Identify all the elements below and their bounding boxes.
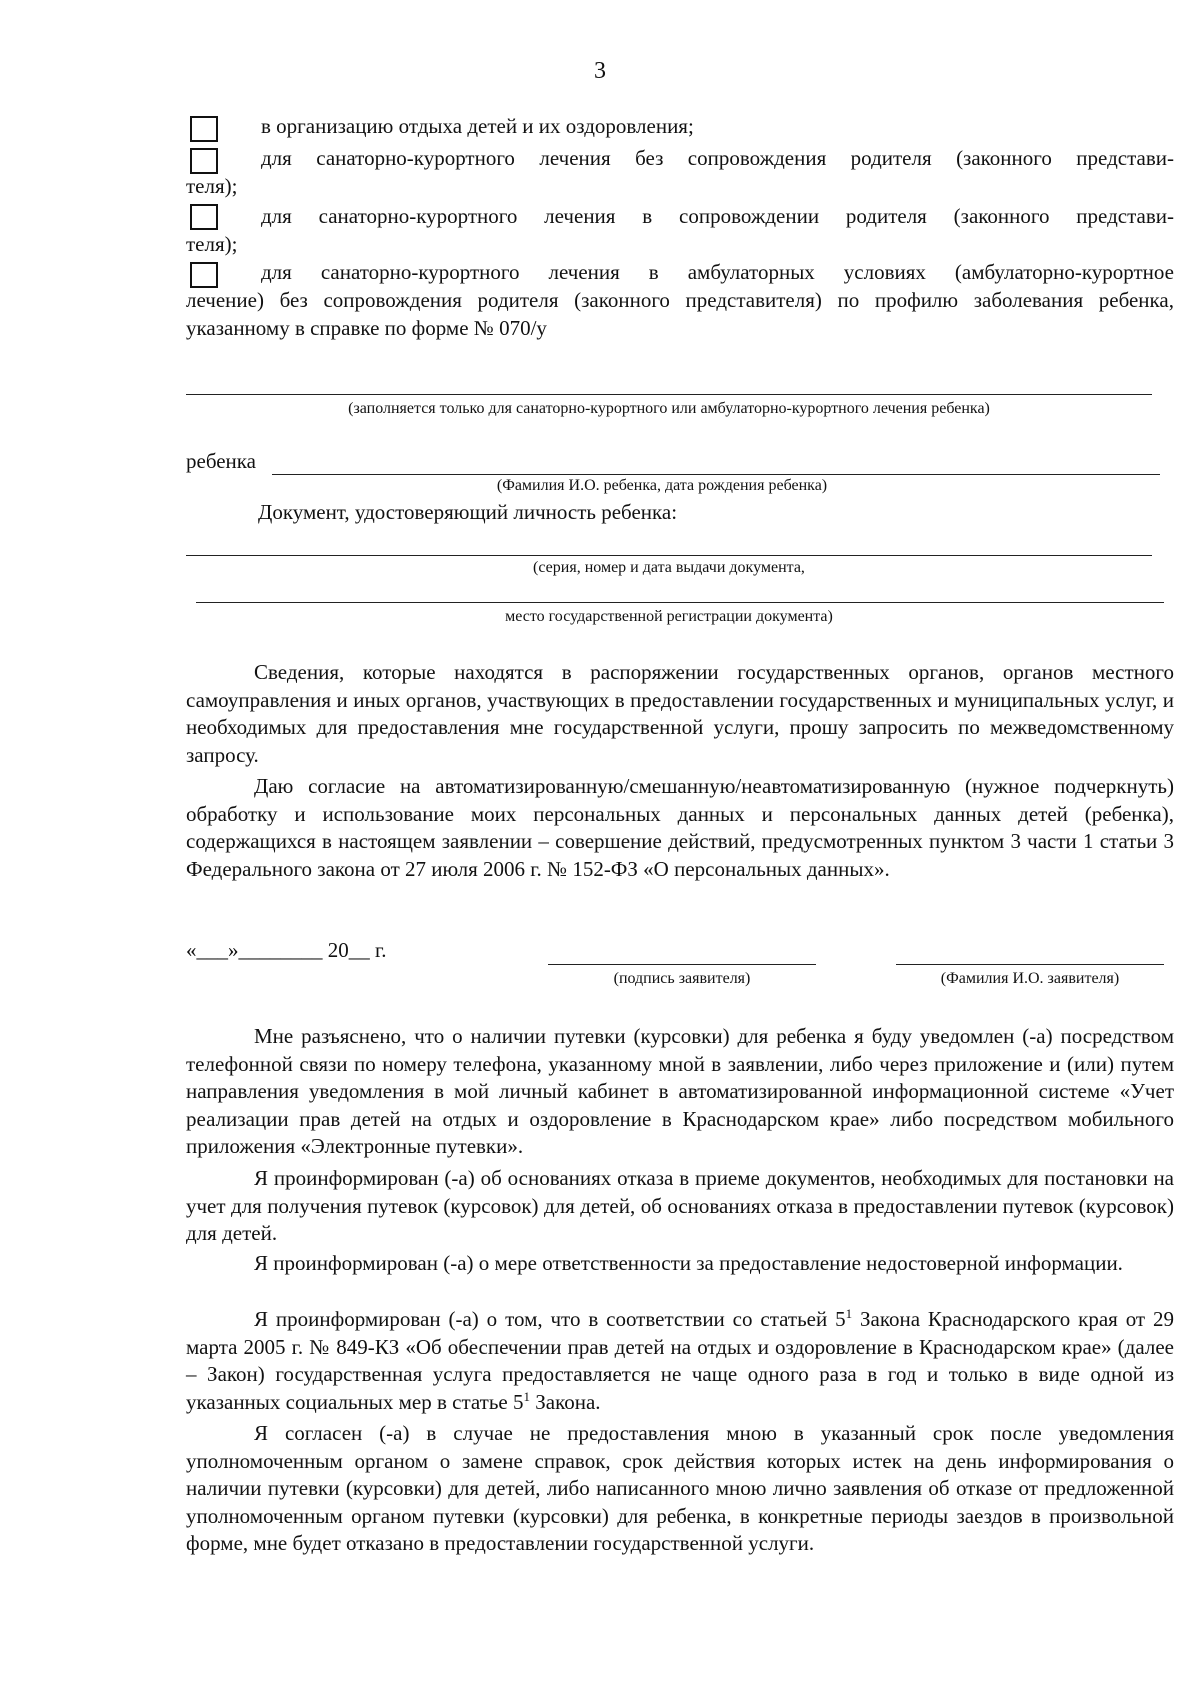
option-text-continued: теля); [186, 174, 238, 198]
law-text-part-3: Закона. [530, 1389, 601, 1414]
option-sanatorium-alone [186, 144, 1174, 200]
applicant-signature-line[interactable] [548, 964, 816, 965]
paragraph-personal-data-consent: Даю согласие на автоматизированную/смешанную/неавтоматизированную (нужное подчеркнуть) обработку и использование моих персональных данных и персональных данных детей (ребенка), содержащихся в настоящем заявлении – совершение действий, предусмотренных пунктом 3 части 1 статьи 3 Федерального закона от 27 июля 2006 г. № 152-ФЗ «О персональных данных». [186, 774, 1174, 881]
child-label: ребенка [186, 449, 256, 473]
identity-document-label: Документ, удостоверяющий личность ребенка: [258, 500, 678, 524]
applicant-name-caption: (Фамилия И.О. заявителя) [940, 970, 1120, 987]
option-text: для санаторно-курортного лечения в амбулаторных условиях (амбулаторно-курортное [261, 260, 1174, 284]
option-recreation [186, 112, 1174, 140]
option-text-continued: теля); [186, 232, 238, 256]
document-series-line[interactable] [186, 555, 1152, 556]
paragraph-consent-refusal: Я согласен (-а) в случае не предоставления мною в указанный срок после уведомления уполномоченным органом о замене справок, срок действия которых истек на день информирования о наличии путевки (курсовки) для детей, либо написанного мною лично заявления об отказе от предложенной уполномоченным органом путевки (курсовки) для ребенка, в конкретные периоды заездов в произвольной форме, мне будет отказано в предоставлении государственной услуги. [186, 1421, 1174, 1556]
child-name-caption: (Фамилия И.О. ребенка, дата рождения ребенка) [496, 477, 828, 494]
treatment-note-caption: (заполняется только для санаторно-курортного или амбулаторно-курортного лечения ребенка) [348, 400, 990, 417]
option-text: для санаторно-курортного лечения без сопровождения родителя (законного представи- [261, 146, 1174, 170]
treatment-note-line[interactable] [186, 394, 1152, 395]
paragraph-interagency-request: Сведения, которые находятся в распоряжении государственных органов, органов местного самоуправления и иных органов, участвующих в предоставлении государственных и муниципальных услуг, и необходимых для предоставления мне государственной услуги, прошу запросить по межведомственному запросу. [186, 660, 1174, 767]
option-ambulatory [186, 258, 1174, 342]
page-number: 3 [594, 58, 606, 84]
applicant-signature-caption: (подпись заявителя) [613, 970, 751, 987]
superscript: 1 [845, 1306, 853, 1321]
law-text-part-1: Я проинформирован (-а) о том, что в соответствии со статьей 5 [254, 1307, 846, 1331]
option-text: в организацию отдыха детей и их оздоровления; [261, 114, 694, 138]
date-line[interactable]: «___»________ 20__ г. [186, 938, 387, 962]
child-name-line[interactable] [272, 474, 1160, 475]
paragraph-refusal-grounds: Я проинформирован (-а) об основаниях отказа в приеме документов, необходимых для постановки на учет для получения путевок (курсовок) для детей, об основаниях отказа в предоставлении путевок (курсовок) для детей. [186, 1166, 1174, 1246]
law-text-part-2: Закона Краснодарского края от 29 марта 2005 г. № 849-КЗ «Об обеспечении прав детей на отдых и оздоровление в Краснодарском крае» (далее – Закон) государственная услуга предоставляется не чаще одного раза в год и только в виде одной из указанных социальных мер в статье 5 [186, 1307, 1174, 1414]
option-text: для санаторно-курортного лечения в сопровождении родителя (законного представи- [261, 204, 1174, 228]
paragraph-notification: Мне разъяснено, что о наличии путевки (курсовки) для ребенка я буду уведомлен (-а) посредством телефонной связи по номеру телефона, указанному мной в заявлении, либо через приложение и (или) путем направления уведомления в мой личный кабинет в автоматизированной информационной системе «Учет реализации прав детей на отдых и оздоровление в Краснодарском крае» либо посредством мобильного приложения «Электронные путевки». [186, 1024, 1174, 1159]
document-registration-caption: место государственной регистрации документа) [505, 608, 833, 625]
option-text-continued: лечение) без сопровождения родителя (законного представителя) по профилю заболевания ребенка, указанному в справке по форме № 070/у [186, 288, 1174, 340]
paragraph-liability: Я проинформирован (-а) о мере ответственности за предоставление недостоверной информации. [254, 1251, 1123, 1275]
paragraph-law-reference [186, 1306, 1174, 1416]
document-series-caption: (серия, номер и дата выдачи документа, [533, 559, 805, 576]
applicant-name-line[interactable] [896, 964, 1164, 965]
document-registration-line[interactable] [196, 602, 1164, 603]
superscript: 1 [523, 1388, 530, 1404]
option-sanatorium-with-parent [186, 202, 1174, 258]
